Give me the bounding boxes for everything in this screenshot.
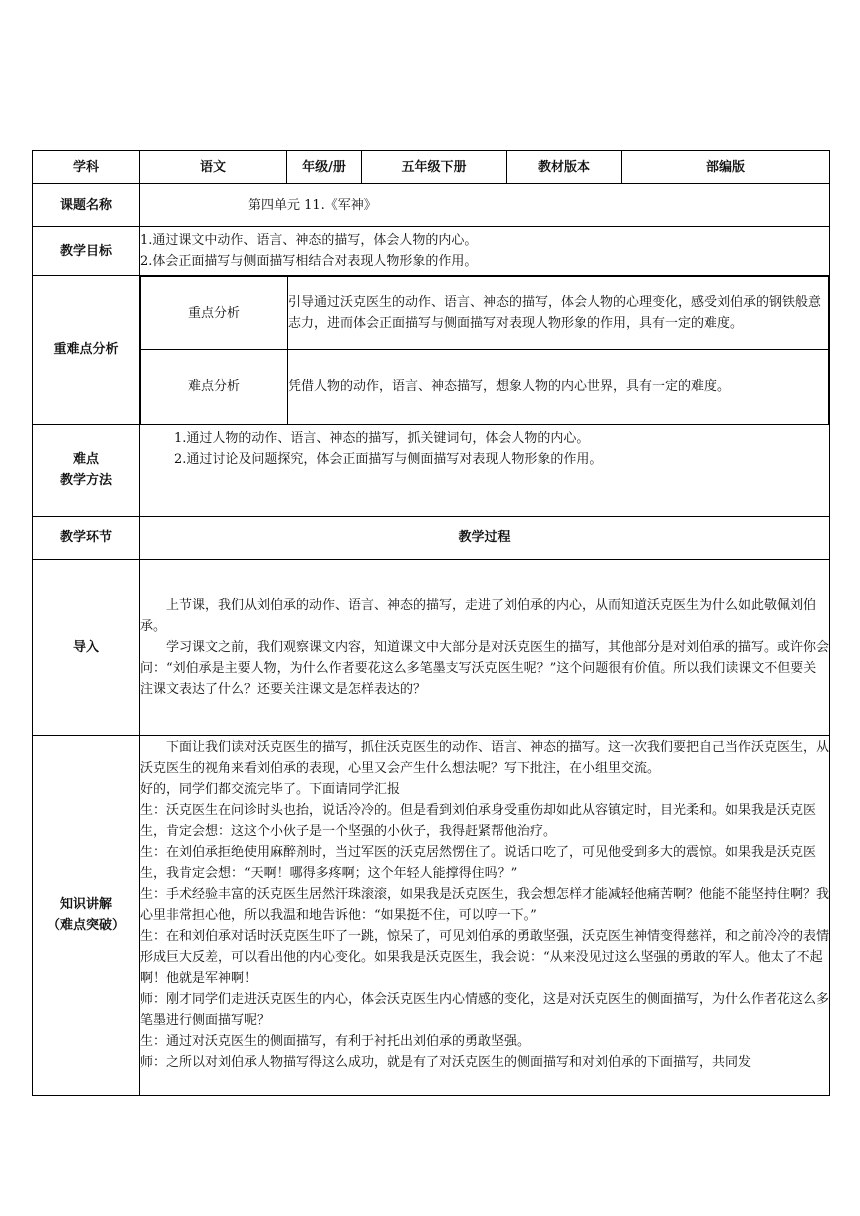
difficult-analysis-text: 凭借人物的动作，语言、神态描写，想象人物的内心世界，具有一定的难度。 (288, 350, 829, 424)
key-analysis-text: 引导通过沃克医生的动作、语言、神态的描写，体会人物的心理变化，感受刘伯承的钢铁般意志力，进而体会正面描写与侧面描写对表现人物形象的作用，具有一定的难度。 (288, 277, 829, 350)
knowledge-paragraph: 生：通过对沃克医生的侧面描写，有利于衬托出刘伯承的勇敢坚强。 (140, 1033, 531, 1049)
knowledge-row (33, 735, 830, 1095)
knowledge-content (140, 735, 830, 1095)
key-analysis-label: 重点分析 (141, 277, 288, 350)
lesson-title: 第四单元 11.《军神》 (140, 184, 830, 227)
lesson-row (33, 184, 830, 227)
process-content-header: 教学过程 (140, 516, 830, 559)
knowledge-paragraph: 师：刚才同学们走进沃克医生的内心，体会沃克医生内心情感的变化，这是对沃克医生的侧面描写，为什么作者花这么多笔墨进行侧面描写呢？ (140, 991, 830, 1028)
knowledge-paragraph: 生：手术经验丰富的沃克医生居然汗珠滚滚，如果我是沃克医生，我会想怎样才能减轻他痛苦啊？他能不能坚持住啊？我心里非常担心他，所以我温和地告诉他：“如果挺不住，可以哼一下。” (140, 886, 830, 923)
intro-label: 导入 (33, 559, 140, 735)
intro-paragraph: 学习课文之前，我们观察课文内容，知道课文中大部分是对沃克医生的描写，其他部分是对刘伯承的描写。或许你会问：“刘伯承是主要人物，为什么作者要花这么多笔墨支写沃克医生呢？”这个问题很有价值。所以我们读课文不但要关注课文表达了什么？还要关注课文是怎样表达的？ (140, 639, 830, 697)
lesson-plan-table (32, 150, 830, 1096)
methods-row (33, 424, 830, 516)
analysis-content (140, 276, 830, 425)
knowledge-paragraph: 生：在和刘伯承对话时沃克医生吓了一跳，惊呆了，可见刘伯承的勇敢坚强，沃克医生神情变得慈祥，和之前冷冷的表情形成巨大反差，可以看出他的内心变化。如果我是沃克医生，我会说：“从来没见过这么坚强的勇敢的军人。他太了不起啊！他就是军神啊！ (140, 928, 830, 986)
knowledge-paragraph: 好的，同学们都交流完毕了。下面请同学汇报 (140, 781, 401, 797)
goal-item: 2.体会正面描写与侧面描写相结合对表现人物形象的作用。 (140, 254, 478, 269)
analysis-row (33, 276, 830, 425)
lesson-label: 课题名称 (33, 184, 140, 227)
intro-paragraph: 上节课，我们从刘伯承的动作、语言、神态的描写，走进了刘伯承的内心，从而知道沃克医生为什么如此敬佩刘伯承。 (140, 597, 817, 634)
knowledge-paragraph: 下面让我们读对沃克医生的描写，抓住沃克医生的动作、语言、神态的描写。这一次我们要把自己当作沃克医生，从沃克医生的视角来看刘伯承的表现，心里又会产生什么想法呢？写下批注，在小组里交流。 (140, 739, 830, 776)
knowledge-label-line2: （难点突破） (46, 918, 125, 933)
goals-row (33, 227, 830, 276)
header-row (33, 151, 830, 184)
methods-label (33, 424, 140, 516)
knowledge-label-line1: 知识讲解 (59, 897, 112, 912)
intro-content (140, 559, 830, 735)
analysis-label: 重难点分析 (33, 276, 140, 425)
process-header-row (33, 516, 830, 559)
knowledge-label (33, 735, 140, 1095)
grade-label: 年级/册 (287, 151, 362, 184)
methods-content (140, 424, 830, 516)
goals-label: 教学目标 (33, 227, 140, 276)
subject-label: 学科 (33, 151, 140, 184)
knowledge-paragraph: 师：之所以对刘伯承人物描写得这么成功，就是有了对沃克医生的侧面描写和对刘伯承的下面描写，共同发 (140, 1054, 752, 1070)
knowledge-paragraph: 生：沃克医生在问诊时头也抬，说话冷冷的。但是看到刘伯承身受重伤却如此从容镇定时，目光柔和。如果我是沃克医生，肯定会想：这这个小伙子是一个坚强的小伙子，我得赶紧帮他治疗。 (140, 802, 817, 839)
methods-label-line2: 教学方法 (59, 473, 112, 488)
grade-value: 五年级下册 (362, 151, 507, 184)
goals-content (140, 227, 830, 276)
process-stage-header: 教学环节 (33, 516, 140, 559)
methods-label-line1: 难点 (72, 452, 99, 467)
edition-value: 部编版 (622, 151, 830, 184)
method-item: 1.通过人物的动作、语言、神态的描写，抓关键词句，体会人物的内心。 (174, 430, 590, 446)
method-item: 2.通过讨论及问题探究，体会正面描写与侧面描写对表现人物形象的作用。 (174, 451, 603, 467)
goal-item: 1.通过课文中动作、语言、神态的描写，体会人物的内心。 (140, 233, 478, 248)
intro-row (33, 559, 830, 735)
analysis-subtable (140, 276, 829, 424)
subject-value: 语文 (140, 151, 287, 184)
knowledge-paragraph: 生：在刘伯承拒绝使用麻醉剂时，当过军医的沃克居然愣住了。说话口吃了，可见他受到多大的震惊。如果我是沃克医生，我肯定会想：“天啊！哪得多疼啊；这个年轻人能撑得住吗？” (140, 844, 817, 881)
difficult-analysis-label: 难点分析 (141, 350, 288, 424)
edition-label: 教材版本 (507, 151, 622, 184)
